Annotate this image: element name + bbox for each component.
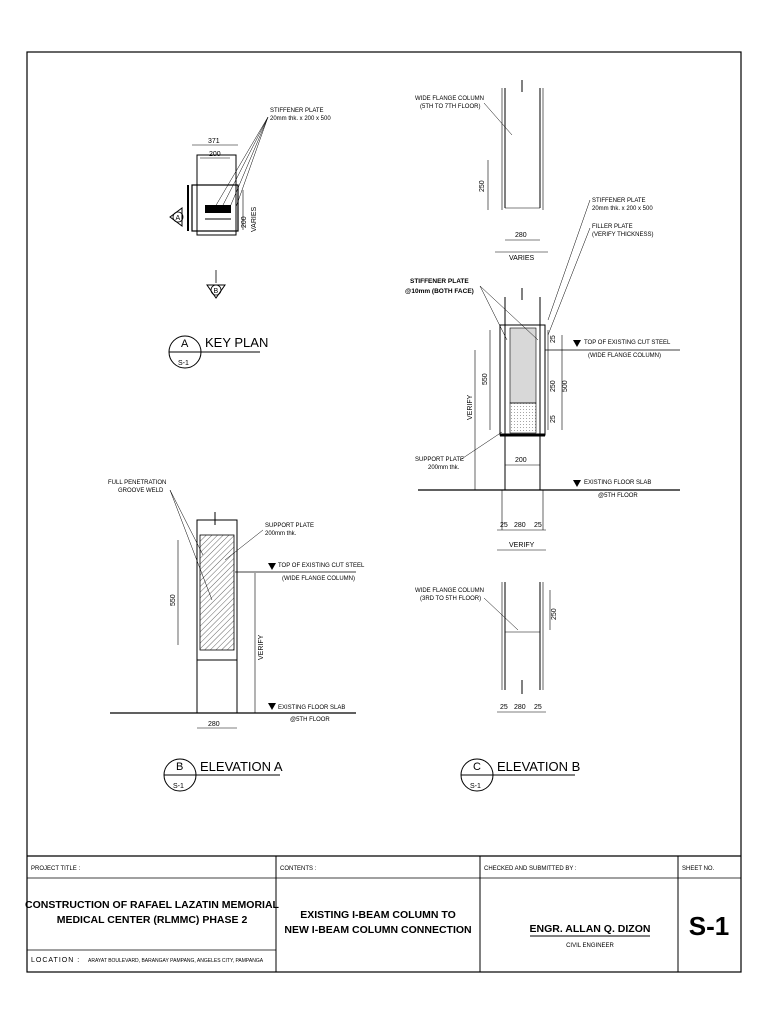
engineer-title: CIVIL ENGINEER [566, 943, 614, 949]
eb-filler-spec: (VERIFY THICKNESS) [592, 232, 654, 238]
sheet-number: S-1 [688, 911, 730, 941]
eb-dim-25a: 25 [550, 335, 557, 343]
eb-stiff-spec: 20mm thk. x 200 x 500 [592, 206, 653, 212]
eb-filler-label: FILLER PLATE [592, 224, 633, 230]
eb-lower-col-label: WIDE FLANGE COLUMN [415, 588, 485, 594]
eb-dim-verify-side: VERIFY [467, 394, 474, 420]
eb-dim-varies: VARIES [509, 255, 535, 262]
ea-title: ELEVATION A [200, 759, 283, 774]
ea-dim-verify: VERIFY [258, 634, 265, 660]
key-plan [169, 108, 331, 368]
eb-top-label2: (WIDE FLANGE COLUMN) [588, 353, 662, 359]
eb-stiff10-label: STIFFENER PLATE [410, 278, 469, 285]
eb-floor-label2: @5TH FLOOR [598, 493, 638, 499]
checked-head: CHECKED AND SUBMITTED BY : [484, 866, 577, 872]
eb-dim-250-mid: 250 [550, 380, 557, 392]
eb-dim-550: 550 [482, 373, 489, 385]
ea-bubble-letter: B [176, 761, 184, 773]
eb-dim-280-low: 280 [514, 704, 526, 711]
dim-varies: VARIES [251, 206, 258, 232]
elevation-a [108, 480, 365, 791]
dim-side-200: 200 [241, 216, 248, 228]
project-title-line2: MEDICAL CENTER (RLMMC) PHASE 2 [56, 914, 248, 926]
project-title-head: PROJECT TITLE : [31, 866, 81, 872]
engineer-name: ENGR. ALLAN Q. DIZON [529, 923, 651, 935]
stiffener-label: STIFFENER PLATE [270, 108, 324, 114]
project-title-line1: CONSTRUCTION OF RAFAEL LAZATIN MEMORIAL [25, 899, 279, 911]
ea-floor-label2: @5TH FLOOR [290, 717, 330, 723]
eb-support-label: SUPPORT PLATE [415, 457, 465, 463]
eb-upper-col-label: WIDE FLANGE COLUMN [415, 96, 485, 102]
key-plan-title: KEY PLAN [205, 335, 269, 350]
eb-dim-250-upper: 250 [479, 180, 486, 192]
ea-support-spec: 200mm thk. [265, 531, 297, 537]
ea-top-label2: (WIDE FLANGE COLUMN) [282, 576, 356, 582]
eb-bubble-letter: C [473, 761, 481, 773]
ea-weld-label2: GROOVE WELD [118, 488, 164, 494]
location-head: LOCATION : [31, 957, 81, 964]
eb-dim-280-upper: 280 [515, 232, 527, 239]
key-plan-bubble-sheet: S-1 [178, 360, 189, 367]
title-block [25, 856, 741, 972]
eb-stiff10-spec: @10mm (BOTH FACE) [405, 288, 474, 295]
eb-dim-25-r: 25 [534, 522, 542, 529]
eb-dim-280-mid: 280 [514, 522, 526, 529]
eb-support-spec: 200mm thk. [428, 465, 460, 471]
eb-stiff-label: STIFFENER PLATE [592, 198, 646, 204]
ea-dim-550: 550 [170, 594, 177, 606]
contents-line1: EXISTING I-BEAM COLUMN TO [300, 909, 456, 921]
eb-bubble-sheet: S-1 [470, 783, 481, 790]
eb-top-label: TOP OF EXISTING CUT STEEL [584, 340, 671, 346]
dim-371: 371 [208, 138, 220, 145]
ea-support-label: SUPPORT PLATE [265, 523, 315, 529]
eb-dim-25-l: 25 [500, 522, 508, 529]
stiffener-spec: 20mm thk. x 200 x 500 [270, 116, 331, 122]
eb-dim-25-r2: 25 [534, 704, 542, 711]
eb-title: ELEVATION B [497, 759, 581, 774]
contents-head: CONTENTS : [280, 866, 317, 872]
eb-dim-25-l2: 25 [500, 704, 508, 711]
eb-dim-verify-bottom: VERIFY [509, 542, 535, 549]
ea-bubble-sheet: S-1 [173, 783, 184, 790]
sheet-border [27, 52, 741, 972]
sheet-head: SHEET NO. [682, 866, 715, 872]
location-value: ARAYAT BOULEVARD, BARANGAY PAMPANG, ANGELES CITY, PAMPANGA [88, 958, 264, 964]
marker-b: B [213, 288, 219, 295]
ea-floor-label: EXISTING FLOOR SLAB [278, 705, 346, 711]
eb-lower-col-label2: (3RD TO 5TH FLOOR) [420, 596, 482, 602]
marker-a: A [175, 215, 181, 222]
eb-dim-25b: 25 [550, 415, 557, 423]
eb-floor-label: EXISTING FLOOR SLAB [584, 480, 652, 486]
contents-line2: NEW I-BEAM COLUMN CONNECTION [284, 924, 472, 936]
ea-dim-280: 280 [208, 721, 220, 728]
eb-upper-col-label2: (5TH TO 7TH FLOOR) [420, 104, 481, 110]
key-plan-bubble-letter: A [181, 338, 189, 350]
elevation-b [405, 80, 680, 791]
eb-dim-200: 200 [515, 457, 527, 464]
dim-200: 200 [209, 151, 221, 158]
ea-top-label: TOP OF EXISTING CUT STEEL [278, 563, 365, 569]
ea-weld-label: FULL PENETRATION [108, 480, 167, 486]
eb-dim-250-lower: 250 [551, 608, 558, 620]
eb-dim-500: 500 [562, 380, 569, 392]
